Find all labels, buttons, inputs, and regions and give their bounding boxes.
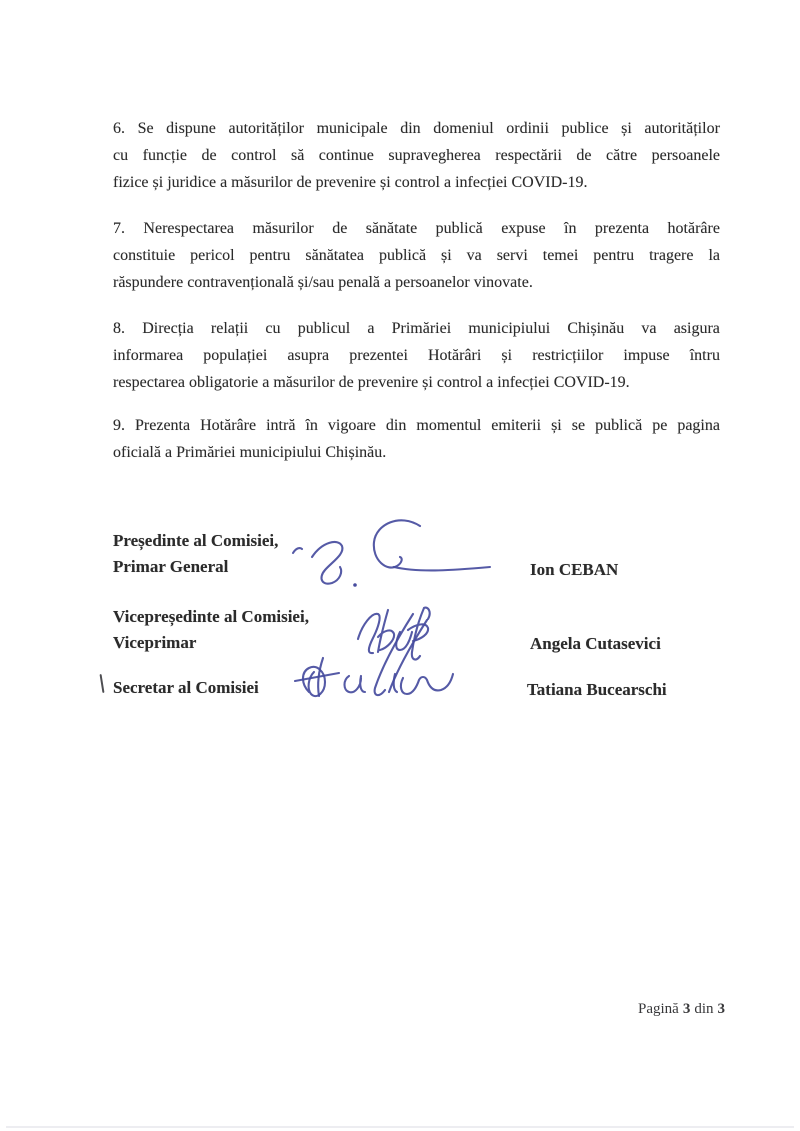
paragraph-9: [113, 412, 720, 466]
paragraph-line: oficială a Primăriei municipiului Chișinău.: [113, 444, 387, 461]
role-line: Secretar al Comisiei: [113, 678, 259, 697]
role-line: Vicepreședinte al Comisiei,: [113, 607, 309, 626]
signature-role-president: [113, 528, 278, 580]
paragraph-line: 8. Direcția relații cu publicul a Primăriei municipiului Chișinău va asigura: [113, 320, 720, 337]
paragraph-line: 7. Nerespectarea măsurilor de sănătate publică expuse în prezenta hotărâre: [113, 220, 720, 237]
paragraph-line: informarea populației asupra prezentei Hotărâri și restricțiilor impuse întru: [113, 347, 720, 364]
ink-stroke: [303, 667, 325, 696]
scan-edge-artifact: [6, 1126, 794, 1128]
ink-stroke: [312, 542, 342, 584]
paragraph-8: [113, 315, 720, 396]
paragraph-line: 6. Se dispune autorităților municipale din domeniul ordinii publice și autorităților: [113, 120, 720, 137]
total-pages: 3: [717, 1001, 725, 1017]
paragraph-line: fizice și juridice a măsurilor de prevenire și control a infecției COVID-19.: [113, 174, 588, 191]
ink-stroke: [394, 567, 490, 570]
signature-ink-ceban: [290, 513, 500, 598]
paragraph-line: răspundere contravențională și/sau penală a persoanelor vinovate.: [113, 274, 533, 291]
ink-stroke: [295, 673, 339, 681]
ink-stroke: [374, 520, 420, 567]
paragraph-line: cu funcție de control să continue supravegherea respectării de către persoanele: [113, 147, 720, 164]
ink-stroke: [293, 548, 302, 553]
role-line: Primar General: [113, 557, 229, 576]
role-line: Președinte al Comisiei,: [113, 531, 279, 550]
ink-stroke: [401, 674, 453, 694]
paragraph-line: 9. Prezenta Hotărâre intră în vigoare din momentul emiterii și se publică pe pagina: [113, 417, 720, 434]
paragraph-line: respectarea obligatorie a măsurilor de prevenire și control a infecției COVID-19.: [113, 374, 630, 391]
ink-dot: [353, 583, 357, 587]
signature-role-vicepresident: [113, 604, 309, 656]
footer-separator: din: [694, 1001, 714, 1017]
signatory-name: Tatiana Bucearschi: [527, 680, 667, 699]
scan-stray-mark: [100, 674, 105, 693]
paragraph-6: [113, 115, 720, 196]
ink-stroke: [394, 674, 397, 692]
footer-label: Pagină: [638, 1001, 679, 1017]
paragraph-line: constituie pericol pentru sănătatea publică și va servi temei pentru tragere la: [113, 247, 720, 264]
signature-ink-bucearschi: [293, 612, 458, 707]
signatory-name: Ion CEBAN: [530, 560, 619, 579]
signature-role-secretary: [113, 675, 259, 701]
role-line: Viceprimar: [113, 633, 197, 652]
paragraph-7: [113, 215, 720, 296]
signatory-name: Angela Cutasevici: [530, 634, 661, 653]
ink-stroke: [345, 676, 366, 692]
page-footer: [638, 1001, 725, 1018]
page-number: 3: [682, 1001, 691, 1017]
